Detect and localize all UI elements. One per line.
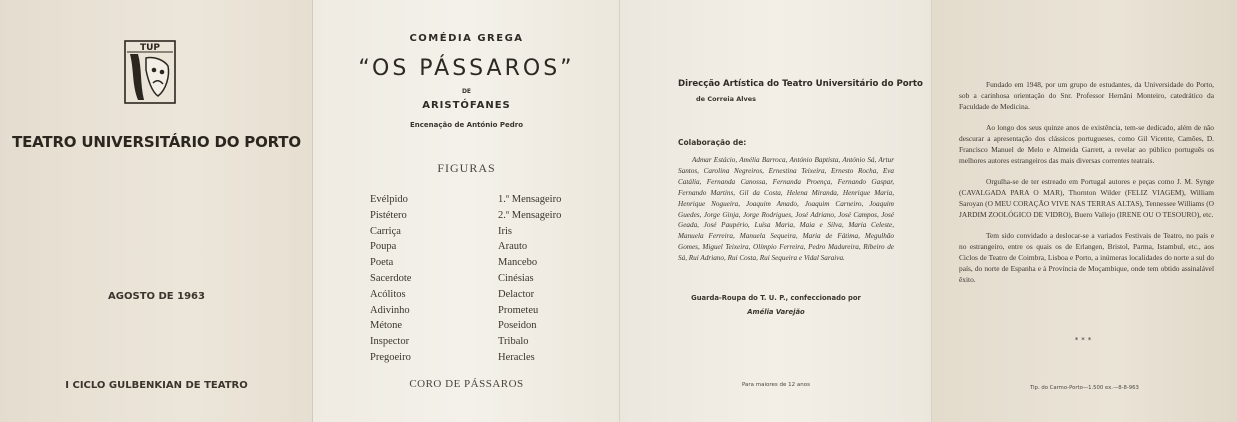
printer-imprint: Tip. do Carmo-Porto—1.500 ex.—8-8-963	[1030, 385, 1139, 391]
character-name: Poupa	[370, 241, 397, 253]
performance-date: AGOSTO DE 1963	[108, 291, 205, 302]
character-name: Poeta	[370, 257, 394, 269]
character-name: Evélpido	[370, 194, 408, 205]
genre-label: COMÉDIA GREGA	[409, 33, 524, 44]
asterism-divider: ***	[1074, 336, 1095, 344]
credits-panel	[620, 0, 932, 422]
characters-left-column	[370, 192, 411, 366]
theatre-title: TEATRO UNIVERSITÁRIO DO PORTO	[12, 133, 301, 151]
logo-lettering: TUP	[139, 43, 161, 53]
theatre-masks-logo	[124, 40, 176, 104]
collaboration-label: Colaboração de:	[678, 138, 747, 147]
character-name: Pistétero	[370, 209, 407, 221]
history-panel	[932, 0, 1237, 422]
character-name: Mancebo	[498, 257, 538, 269]
cover-panel	[0, 0, 313, 422]
festival-cycle: I CICLO GULBENKIAN DE TEATRO	[65, 380, 248, 391]
character-name: 2.º Mensageiro	[498, 209, 562, 221]
character-name: Sacerdote	[370, 272, 412, 284]
characters-right-column	[498, 192, 561, 366]
author-name: ARISTÓFANES	[422, 100, 511, 111]
character-name: Arauto	[498, 241, 528, 253]
character-name: Heracles	[498, 351, 535, 363]
chorus-label: CORO DE PÁSSAROS	[409, 378, 524, 390]
wardrobe-maker-name: Amélia Varejão	[747, 308, 805, 316]
history-paragraph: Tem sido convidado a deslocar-se a variados Festivais de Teatro, no país e no estrangeiro, entre os quais os de Erlangen, Bristol, Parma, Istambul, etc., aos Ciclos de Teatro de Coimbra, Lisboa e Porto, a inúmeras localidades do norte a sul do país, do norte de Espanha e à Província de Moçambique, onde tem obtido assinalável êxito.	[959, 231, 1214, 285]
character-name: Tribalo	[498, 336, 529, 348]
character-name: Poseidon	[498, 320, 537, 332]
wardrobe-credit: Guarda-Roupa do T. U. P., confeccionado por	[691, 294, 861, 302]
collaborators-list: Admar Estácio, Amélia Barroca, António Baptista, António Sá, Artur Santos, Carolina Negreiros, Ernestina Teixeira, Ernesto Rocha, Eva Catália, Fernanda Canossa, Fernanda Proença, Fernando Gaspar, Fernando Martins, Gil da Costa, Helena Miranda, Henrique Maria, Henrique Nogueira, Joaquim Amado, Joaquim Carneiro, Joaquim Guedes, Jorge Ginja, Jorge Rodrigues, José Adriano, José Campos, José Geada, José Paupério, Luísa Maria, Maia e Silva, Maria Celeste, Manuela Ferreira, Manuela Sequeira, Maria de Fátima, Megulhão Gomes, Miguel Teixeira, Olímpio Ferreira, Pedro Madureira, Ribeiro de Sá, Rui Adriano, Rui Costa, Rui Sequeira e Vidal Saraiva.	[678, 156, 894, 263]
character-name: Prometeu	[498, 304, 539, 316]
character-name: Cinésias	[498, 272, 534, 284]
history-paragraph: Ao longo dos seus quinze anos de existência, tem-se dedicado, além de não descurar a apresentação dos clássicos portugueses, como Gil Vicente, Camões, D. Francisco Manuel de Melo e Almeida Garrett, a revelar ao público português os melhores autores estrangeiros das mais diversas correntes teatrais.	[959, 123, 1214, 165]
artistic-direction-heading: Direcção Artística do Teatro Universitário do Porto	[678, 79, 923, 89]
character-name: Iris	[498, 225, 512, 237]
character-name: Acólitos	[370, 288, 406, 300]
de-label: DE	[461, 88, 472, 95]
program-panel	[313, 0, 620, 422]
history-paragraph: Orgulha-se de ter estreado em Portugal autores e peças como J. M. Synge (CAVALGADA PARA O MAR), Thornton Wilder (FELIZ VIAGEM), William Saroyan (O MEU CORAÇÃO VIVE NAS TERRAS ALTAS), Tennessee Williams (O JARDIM ZOOLÓGICO DE VIDRO), Buero Vallejo (IRENE OU O TESOURO), etc.	[959, 177, 1214, 220]
character-name: Carriça	[370, 225, 401, 237]
figuras-heading: FIGURAS	[437, 161, 496, 175]
character-name: Adivinho	[370, 304, 410, 316]
artistic-director-name: de Correia Alves	[696, 95, 757, 103]
director-credit: Encenação de António Pedro	[409, 121, 524, 129]
character-name: 1.º Mensageiro	[498, 194, 562, 205]
character-name: Pregoeiro	[370, 351, 411, 363]
character-name: Delactor	[498, 288, 535, 300]
character-name: Métone	[370, 320, 403, 332]
history-text	[959, 80, 1214, 297]
history-paragraph: Fundado em 1948, por um grupo de estudantes, da Universidade do Porto, sob a carinhosa orientação do Snr. Professor Hernâni Monteiro, catedrático da Faculdade de Medicina.	[959, 80, 1214, 111]
play-title: “OS PÁSSAROS”	[358, 56, 575, 81]
age-restriction-note: Para maiores de 12 anos	[741, 382, 811, 388]
character-name: Inspector	[370, 336, 410, 348]
